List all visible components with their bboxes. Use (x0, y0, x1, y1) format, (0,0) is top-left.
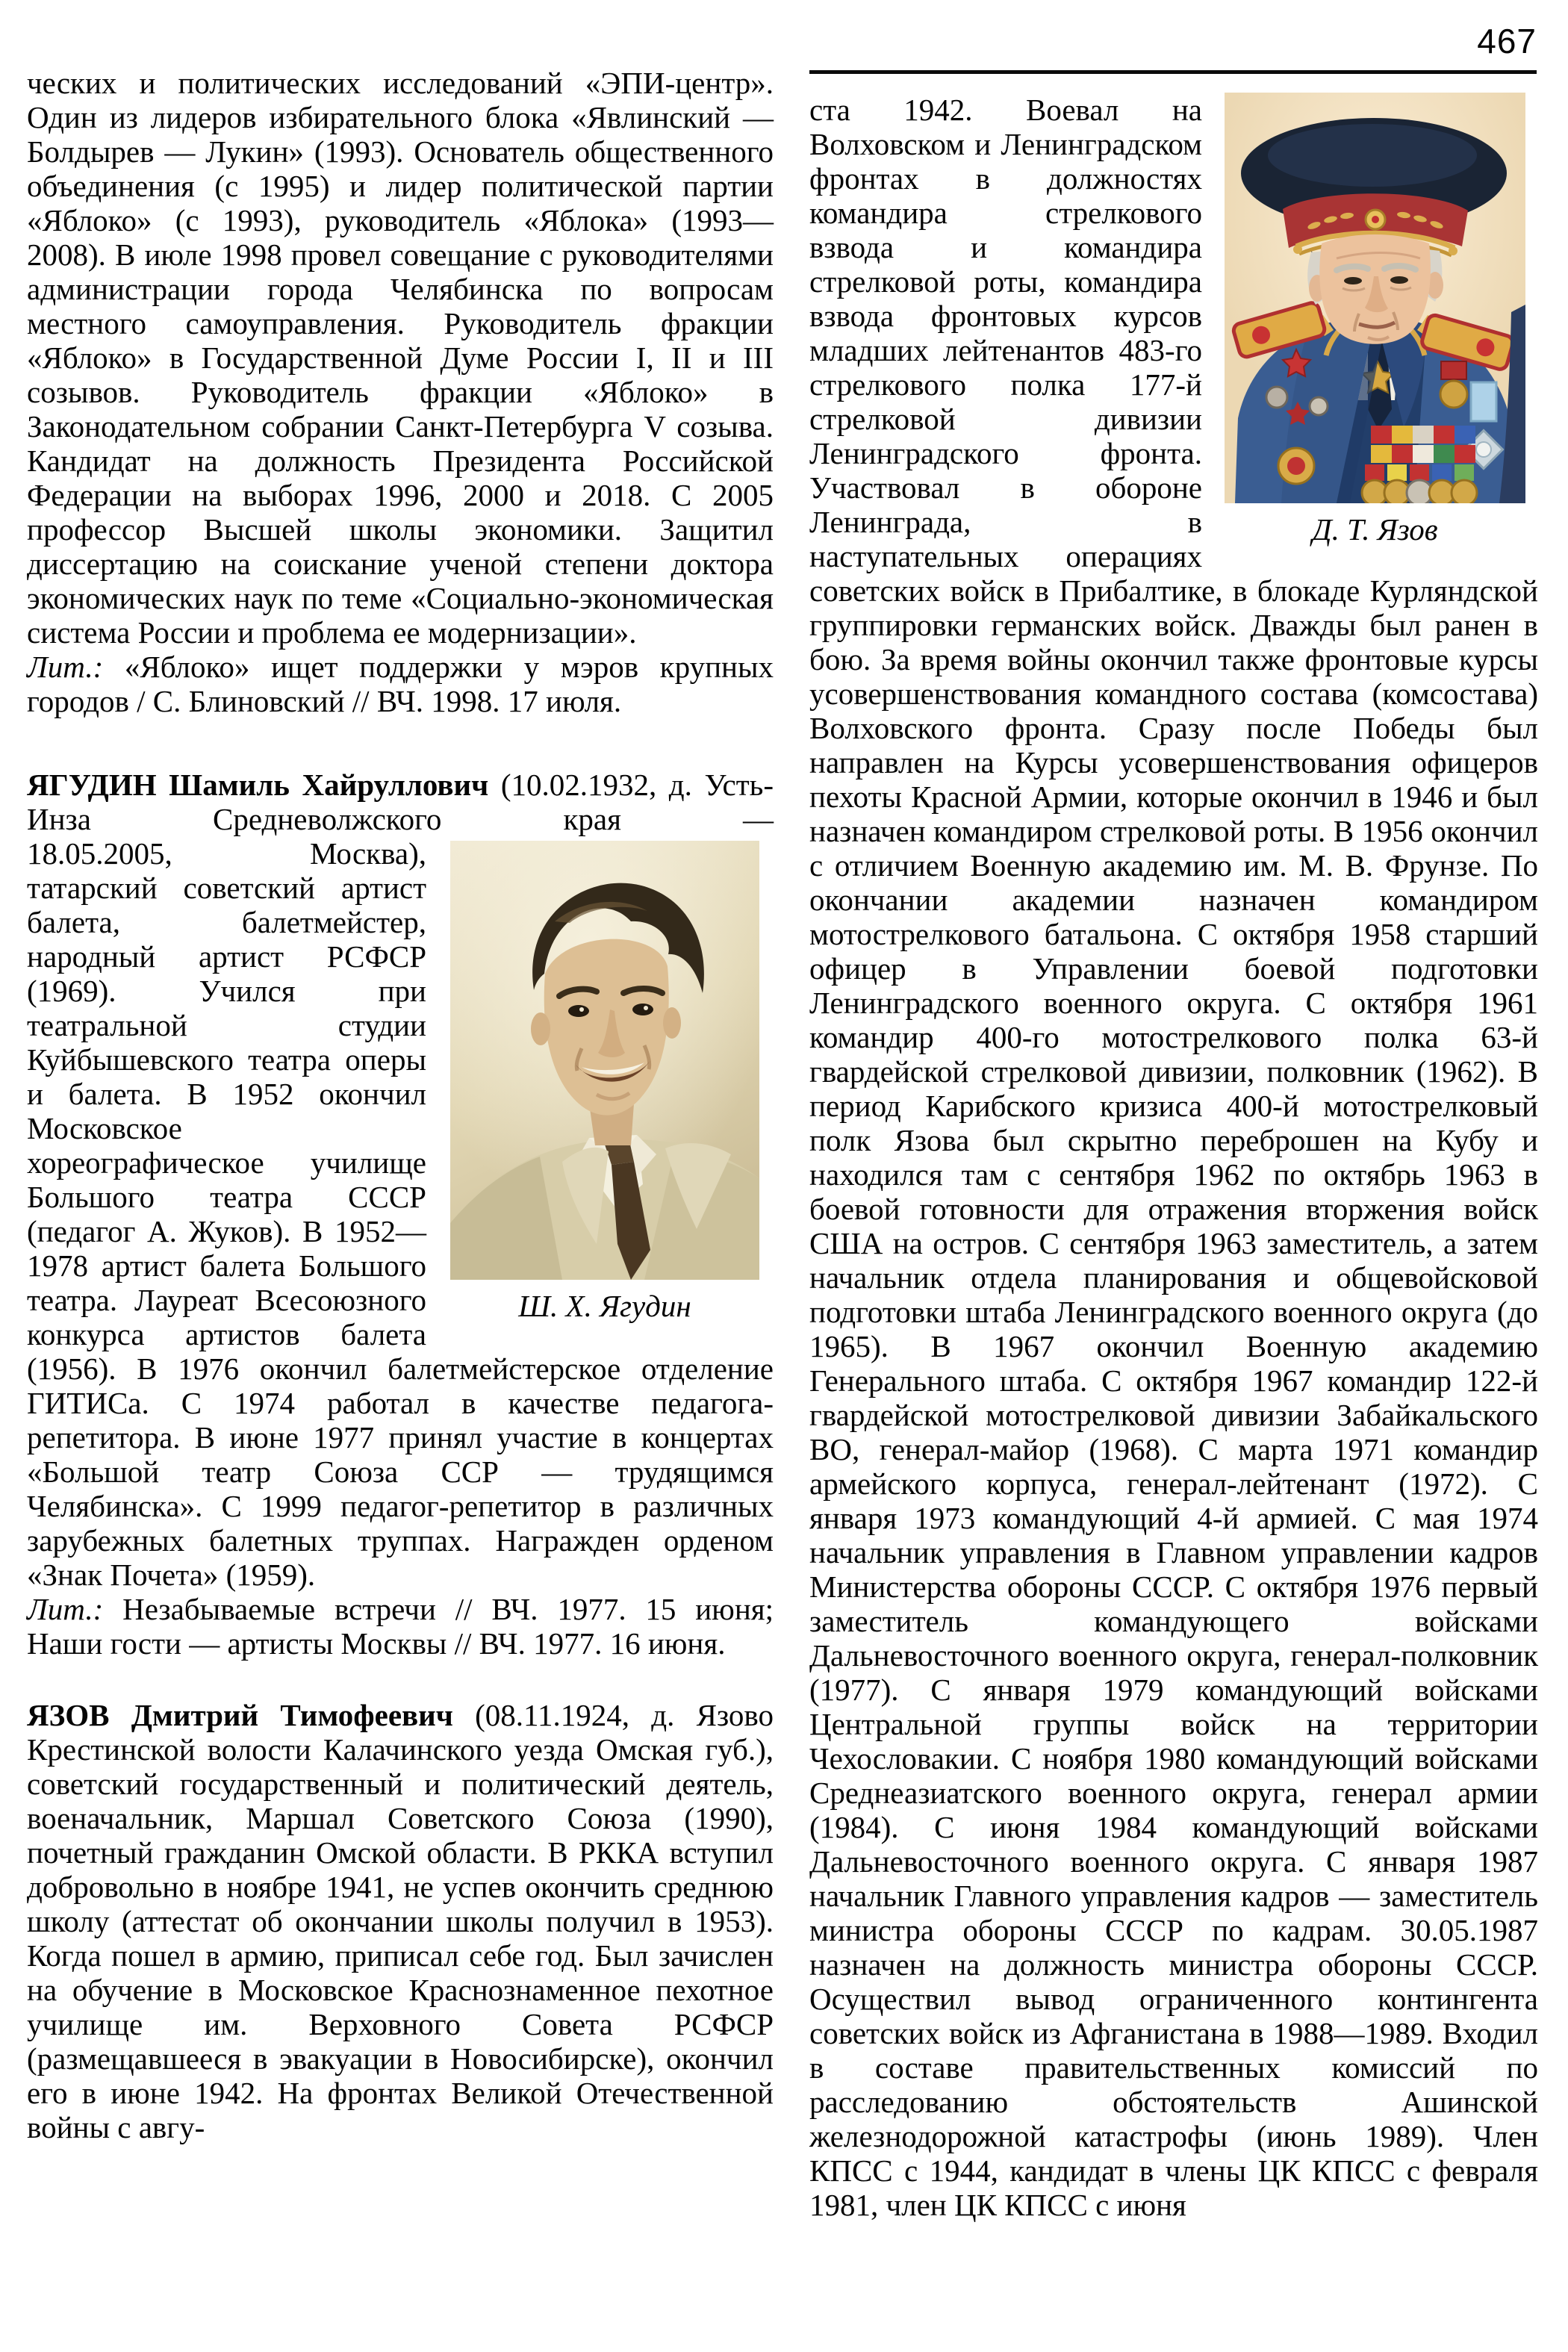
yazov-figure (1202, 93, 1538, 547)
literature-text: «Яблоко» ищет поддержки у мэров крупных городов / С. Блиновский // ВЧ. 1998. 17 июля. (27, 650, 774, 718)
literature-text: Незабываемые встречи // ВЧ. 1977. 15 июня; Наши гости — артисты Москвы // ВЧ. 1977. 16 июня. (27, 1592, 774, 1661)
continuation-text: ческих и политических исследований «ЭПИ-центр». Один из лидеров избирательного блока «Явлинский — Болдырев — Лукин» (1993). Основатель общественного объединения (с 1995) и лидер политической партии «Яблоко» (с 1993), руководитель «Яблока» (1993—2008). В июле 1998 провел совещание с руководителями администрации города Челябинска по вопросам местного самоуправления. Руководитель фракции «Яблоко» в Государственной Думе России I, II и III созывов. Руководитель фракции «Яблоко» в Законодательном собрании Санкт-Петербурга V созыва. Кандидат на должность Президента Российской Федерации на выборах 1996, 2000 и 2018. С 2005 профессор Высшей школы экономики. Защитил диссертацию на соискание ученой степени доктора экономических наук по теме «Социально-экономическая система России и проблема ее модернизации». (27, 66, 774, 650)
yazov-right-text: ста 1942. Воевал на Волховском и Ленинградском фронтах в должностях командира стрелкового взвода и командира стрелковой роты, командира взвода фронтовых курсов младших лейтенантов 483-го стрелкового полка 177-й стрелковой дивизии Ленинградского фронта. Участвовал в обороне Ленинграда, в наступательных операциях советских войск в Прибалтике, в блокаде Курляндской группировки германских войск. Дважды был ранен в бою. За время войны окончил также фронтовые курсы усовершенствования командного состава (комсостава) Волховского фронта. Сразу после Победы был направлен на Курсы усовершенствования офицеров пехоты Красной Армии, которые окончил в 1946 и был назначен командиром стрелковой роты. В 1956 окончил с отличием Военную академию им. М. В. Фрунзе. По окончании академии назначен командиром мотострелкового батальона. С октября 1958 старший офицер в Управлении боевой подготовки Ленинградского военного округа. С октября 1961 командир 400-го мотострелкового полка 63-й гвардейской стрелковой дивизии, полковник (1962). В период Карибского кризиса 400-й мотострелковый полк Язова был скрытно переброшен на Кубу и находился там с сентября 1962 по октябрь 1963 в боевой готовности для отражения вторжения войск США на остров. С сентября 1963 заместитель, а затем начальник отдела планирования и общевойсковой подготовки штаба Ленинградского военного округа (до 1965). В 1967 окончил Военную академию Генерального штаба. С октября 1967 командир 122-й гвардейской мотострелковой дивизии Забайкальского ВО, генерал-майор (1968). С марта 1971 командир армейского корпуса, генерал-лейтенант (1972). С января 1973 командующий 4-й армией. С мая 1974 начальник управления в Главном управлении кадров Министерства обороны СССР. С октября 1976 первый заместитель командующего войсками Дальневосточного военного округа, генерал-полковник (1977). С января 1979 командующий войсками Центральной группы войск на территории Чехословакии. С ноября 1980 командующий войсками Среднеазиатского военного округа, генерал армии (1984). С июня 1984 командующий войсками Дальневосточного военного округа. С января 1987 начальник Главного управления кадров — заместитель министра обороны СССР по кадрам. 30.05.1987 назначен на должность министра обороны СССР. Осуществил вывод ограниченного контингента советских войск из Афганистана в 1988—1989. Входил в составе правительственных комиссий по расследованию обстоятельств Ашинской железнодорожной катастрофы (июнь 1989). Член КПСС с 1944, кандидат в члены ЦК КПСС с февраля 1981, член ЦК КПСС с июня (809, 93, 1538, 2222)
yagudin-literature-line (27, 1592, 774, 1661)
right-column (809, 93, 1538, 2222)
yagudin-heading-lines (27, 768, 774, 836)
continuation-literature-line (27, 650, 774, 718)
yagudin-headword: ЯГУДИН Шамиль Хайруллович (27, 768, 489, 802)
entry-yazov (27, 1698, 774, 2144)
yazov-photo (1225, 93, 1525, 503)
yagudin-figure (426, 841, 774, 1323)
continuation-paragraph (27, 66, 774, 650)
yazov-left-text: (08.11.1924, д. Язово Крестинской волости Калачинского уезда Омская губ.), советский государственный и политический деятель, военачальник, Маршал Советского Союза (1990), почетный гражданин Омской области. В РККА вступил добровольно в ноябре 1941, не успев окончить среднюю школу (аттестат об окончании школы получил в 1953). Когда пошел в армию, приписал себе год. Был зачислен на обучение в Московское Краснознаменное пехотное училище им. Верховного Совета РСФСР (размещавшееся в эвакуации в Новосибирске), окончил его в июне 1942. На фронтах Великой Отечественной войны с авгу- (27, 1698, 774, 2144)
header-rule (809, 70, 1537, 74)
yazov-photo-caption: Д. Т. Язов (1312, 512, 1438, 547)
yazov-headword: ЯЗОВ Дмитрий Тимофеевич (27, 1698, 453, 1732)
literature-label: Лит.: (27, 1592, 104, 1626)
yagudin-photo (450, 841, 759, 1280)
left-column (27, 66, 774, 2144)
yagudin-body-text: 18.05.2005, Москва), татарский советский артист балета, балетмейстер, народный артист РСФСР (1969). Учился при театральной студии Куйбышевского театра оперы и балета. В 1952 окончил Московское хореографическое училище Большого театра СССР (педагог А. Жуков). В 1952—1978 артист балета Большого театра. Лауреат Всесоюзного конкурса артистов балета (1956). В 1976 окончил балетмейстерское отделение ГИТИСа. С 1974 работал в качестве педагога-репетитора. В июне 1977 принял участие в концертах «Большой театр Союза ССР — трудящимся Челябинска». С 1999 педагог-репетитор в различных зарубежных балетных труппах. Награжден орденом «Знак Почета» (1959). (27, 836, 774, 1592)
yazov-left-paragraph (27, 1698, 774, 2144)
yagudin-photo-caption: Ш. Х. Ягудин (518, 1289, 691, 1323)
yazov-right-paragraph (809, 93, 1538, 2222)
yagudin-body-paragraph (27, 836, 774, 1592)
yagudin-lead-text: (10.02.1932, д. Усть-Инза Средневолжского края — (27, 768, 774, 836)
page-number: 467 (1477, 22, 1537, 60)
entry-yagudin (27, 768, 774, 1661)
literature-label: Лит.: (27, 650, 104, 684)
